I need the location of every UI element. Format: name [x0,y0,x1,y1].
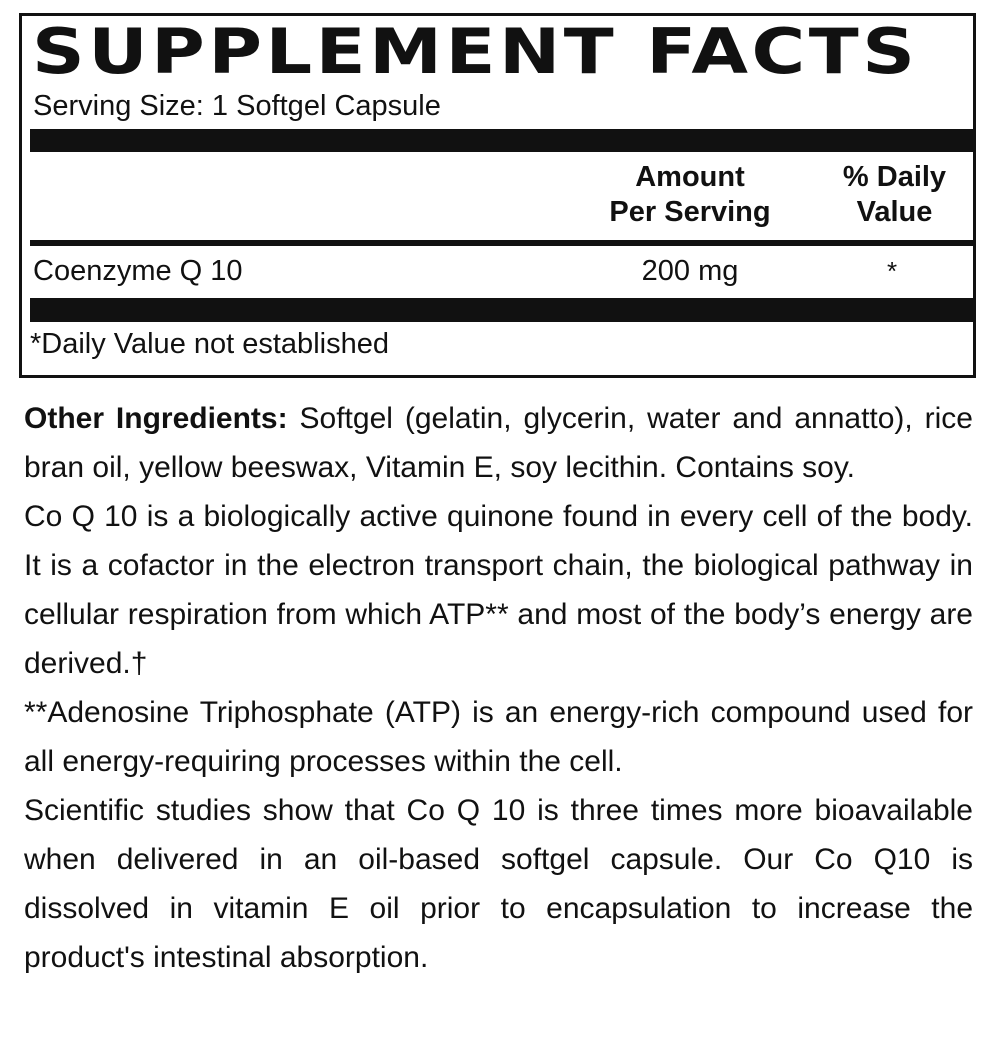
nutrient-amount: 200 mg [641,255,739,287]
amount-header-line-2: Per Serving [609,196,771,228]
thick-divider [30,129,973,152]
description-paragraph: Co Q 10 is a biologically active quinone found in every cell of the body. It is a cofactor in the electron transport chain, the biological pathway in cellular respiration from which ATP** and most of the body’s energy are derived.† [24,500,973,680]
other-ingredients [24,394,973,492]
other-ingredients-label: Other Ingredients: [24,402,288,435]
daily-value-footnote: *Daily Value not established [30,328,389,360]
thick-divider-bottom [30,298,973,322]
facts-title: SUPPLEMENT FACTS [32,15,919,88]
product-description [24,394,973,982]
nutrient-name: Coenzyme Q 10 [33,255,243,287]
header-divider [30,240,973,246]
atp-footnote-paragraph: **Adenosine Triphosphate (ATP) is an energy-rich compound used for all energy-requiring processes within the cell. [24,696,973,778]
daily-value-header [822,160,967,230]
serving-size: Serving Size: 1 Softgel Capsule [33,90,441,122]
other-ingredients-text: Softgel (gelatin, glycerin, water and annatto), rice bran oil, yellow beeswax, Vitamin E, soy lecithin. Contains soy. [24,402,973,484]
dv-header-line-1: % Daily [842,161,947,193]
dv-header-line-2: Value [856,196,933,228]
nutrient-daily-value: * [886,256,898,286]
bioavailability-paragraph: Scientific studies show that Co Q 10 is three times more bioavailable when delivered in an oil-based softgel capsule. Our Co Q10 is dissolved in vitamin E oil prior to encapsulation to increase the product's intestinal absorption. [24,794,973,974]
amount-per-serving-header [590,160,790,230]
amount-header-line-1: Amount [635,161,745,193]
supplement-facts-panel [19,13,976,378]
